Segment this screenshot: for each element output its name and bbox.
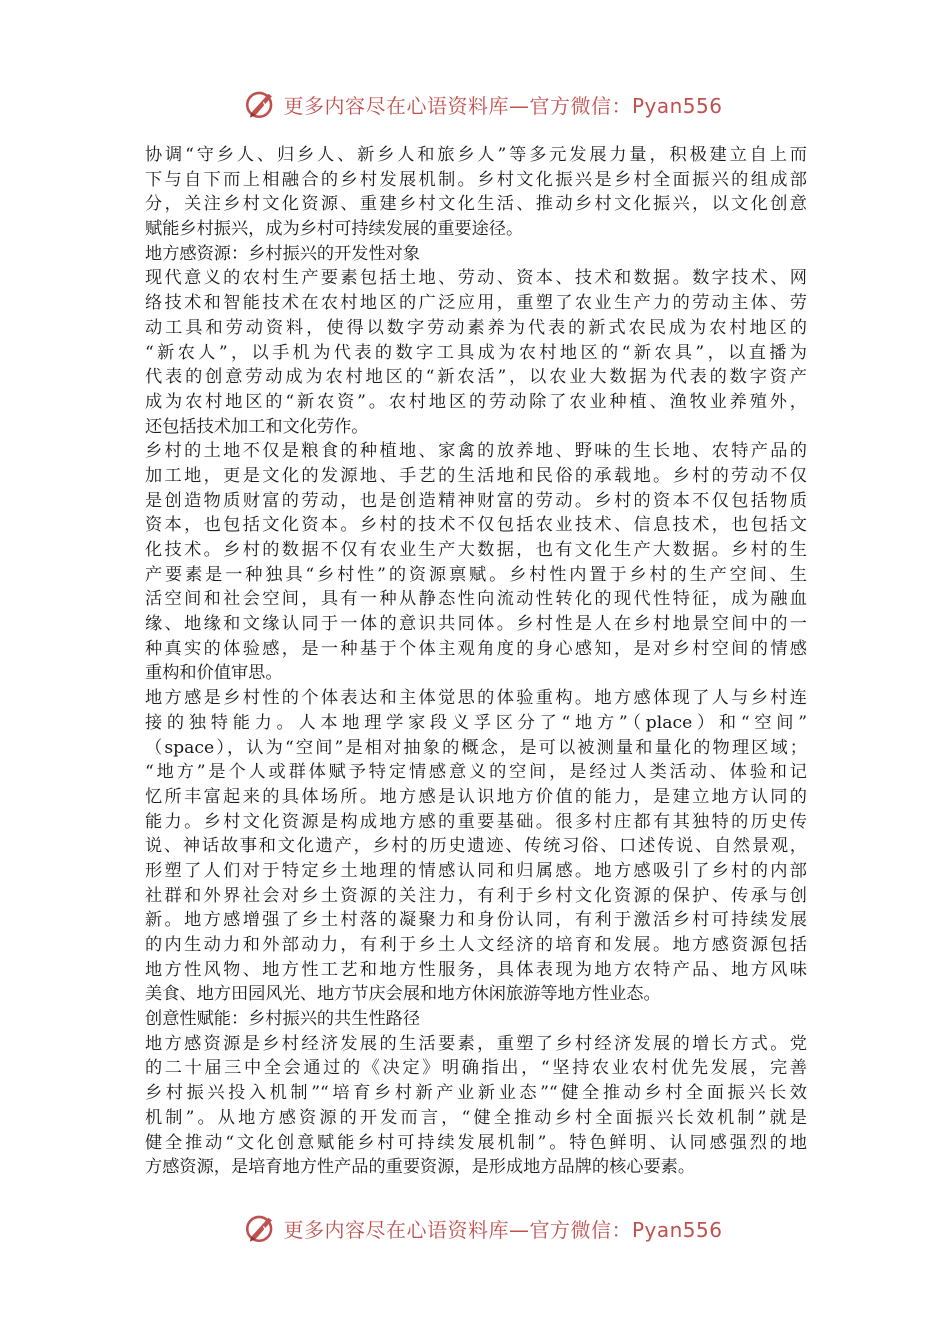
text-line: 协调“守乡人、归乡人、新乡人和旅乡人”等多元发展力量，积极建立自上而 xyxy=(145,145,807,165)
text-line: 资本，也包括文化资本。乡村的技术不仅包括农业技术、信息技术，也包括文 xyxy=(145,515,807,536)
pen-circle-logo-icon xyxy=(243,1211,277,1245)
text-line: （space），认为“空间”是相对抽象的概念，是可以被测量和量化的物理区域； xyxy=(145,737,807,758)
text-line: 还包括技术加工和文化劳作。 xyxy=(145,416,369,437)
text-line: 代表的创意劳动成为农村地区的“新农活”，以农业大数据为代表的数字资产 xyxy=(145,367,807,388)
footer-watermark-banner xyxy=(0,1208,950,1248)
text-line: 社群和外界社会对乡土资源的关注力，有利于乡村文化资源的保护、传承与创 xyxy=(145,885,807,906)
text-line: 说、神话故事和文化遗产，乡村的历史遗迹、传统习俗、口述传说、自然景观， xyxy=(145,836,807,857)
text-line: “新农人”，以手机为代表的数字工具成为农村地区的“新农具”，以直播为 xyxy=(145,342,807,363)
text-line: 方感资源，是培育地方性产品的重要资源，是形成地方品牌的核心要素。 xyxy=(145,1157,696,1178)
text-line: 乡村的土地不仅是粮食的种植地、家禽的放养地、野味的生长地、农特产品的 xyxy=(145,441,807,462)
text-line: 新。地方感增强了乡土村落的凝聚力和身份认同，有利于激活乡村可持续发展 xyxy=(145,910,807,931)
document-body xyxy=(145,143,807,1180)
text-line: 赋能乡村振兴，成为乡村可持续发展的重要途径。 xyxy=(145,219,524,240)
text-line: “地方”是个人或群体赋予特定情感意义的空间，是经过人类活动、体验和记 xyxy=(145,762,807,783)
watermark-text: 更多内容尽在心语资料库—官方微信：Pyan556 xyxy=(283,1217,723,1242)
text-line: 能力。乡村文化资源是构成地方感的重要基础。很多村庄都有其独特的历史传 xyxy=(145,811,807,832)
text-line: 络技术和智能技术在农村地区的广泛应用，重塑了农业生产力的劳动主体、劳 xyxy=(145,293,807,314)
text-line: 活空间和社会空间，具有一种从静态性向流动性转化的现代性特征，成为融血 xyxy=(145,589,807,610)
footer-watermark xyxy=(243,1211,722,1245)
text-line: 成为农村地区的“新农资”。农村地区的劳动除了农业种植、渔牧业养殖外， xyxy=(145,391,807,412)
text-line: 接的独特能力。人本地理学家段义孚区分了“地方”（place）和“空间” xyxy=(145,712,807,733)
text-line: 健全推动“文化创意赋能乡村可持续发展机制”。特色鲜明、认同感强烈的地 xyxy=(145,1132,807,1153)
text-line: 地方性风物、地方性工艺和地方性服务，具体表现为地方农特产品、地方风味 xyxy=(145,959,807,980)
text-line: 地方感资源：乡村振兴的开发性对象 xyxy=(145,243,421,264)
text-line: 加工地，更是文化的发源地、手艺的生活地和民俗的承载地。乡村的劳动不仅 xyxy=(145,465,807,486)
text-line: 缘、地缘和文缘认同于一体的意识共同体。乡村性是人在乡村地景空间中的一 xyxy=(145,614,807,635)
pen-circle-logo-icon xyxy=(243,87,277,121)
text-line: 形塑了人们对于特定乡土地理的情感认同和归属感。地方感吸引了乡村的内部 xyxy=(145,860,807,881)
text-line: 产要素是一种独具“乡村性”的资源禀赋。乡村性内置于乡村的生产空间、生 xyxy=(145,564,807,585)
text-line: 乡村振兴投入机制”“培育乡村新产业新业态”“健全推动乡村全面振兴长效 xyxy=(145,1083,807,1104)
watermark-text: 更多内容尽在心语资料库—官方微信：Pyan556 xyxy=(283,93,723,118)
header-watermark xyxy=(243,87,722,121)
text-line: 下与自下而上相融合的乡村发展机制。乡村文化振兴是乡村全面振兴的组成部 xyxy=(145,169,807,190)
text-line: 现代意义的农村生产要素包括土地、劳动、资本、技术和数据。数字技术、网 xyxy=(145,268,807,289)
header-watermark-banner xyxy=(0,84,950,124)
text-line: 的内生动力和外部动力，有利于乡土人文经济的培育和发展。地方感资源包括 xyxy=(145,935,807,955)
text-line: 分，关注乡村文化资源、重建乡村文化生活、推动乡村文化振兴，以文化创意 xyxy=(145,194,807,215)
text-line: 创意性赋能：乡村振兴的共生性路径 xyxy=(145,1009,421,1030)
text-line: 忆所丰富起来的具体场所。地方感是认识地方价值的能力，是建立地方认同的 xyxy=(145,786,807,807)
text-line: 机制”。从地方感资源的开发而言，“健全推动乡村全面振兴长效机制”就是 xyxy=(145,1107,807,1128)
text-line: 地方感是乡村性的个体表达和主体觉思的体验重构。地方感体现了人与乡村连 xyxy=(145,688,807,709)
text-line: 动工具和劳动资料，使得以数字劳动素养为代表的新式农民成为农村地区的 xyxy=(145,317,807,338)
text-line: 重构和价值审思。 xyxy=(145,663,283,684)
text-line: 美食、地方田园风光、地方节庆会展和地方休闲旅游等地方性业态。 xyxy=(145,984,661,1005)
text-line: 种真实的体验感，是一种基于个体主观角度的身心感知，是对乡村空间的情感 xyxy=(145,638,807,659)
text-line: 化技术。乡村的数据不仅有农业生产大数据，也有文化生产大数据。乡村的生 xyxy=(145,540,807,560)
text-line: 地方感资源是乡村经济发展的生活要素，重塑了乡村经济发展的增长方式。党 xyxy=(145,1033,807,1054)
text-line: 的二十届三中全会通过的《决定》明确指出，“坚持农业农村优先发展，完善 xyxy=(145,1058,807,1079)
text-line: 是创造物质财富的劳动，也是创造精神财富的劳动。乡村的资本不仅包括物质 xyxy=(145,490,807,511)
